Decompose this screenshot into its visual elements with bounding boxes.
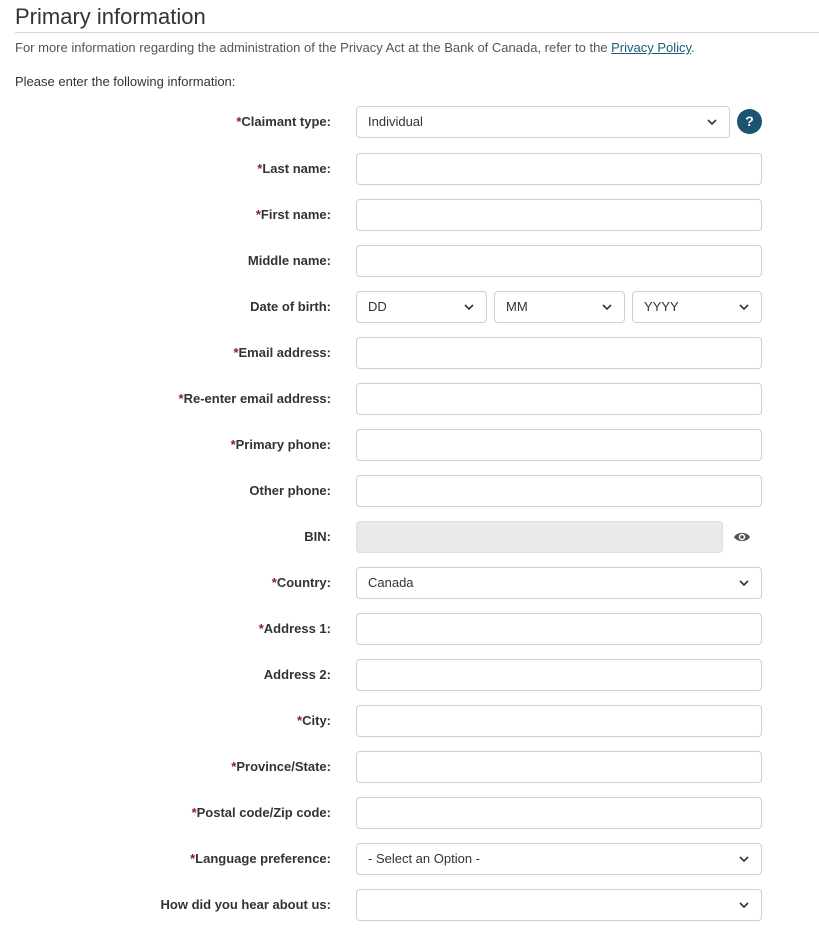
- required-marker: *: [255, 207, 261, 222]
- address1-label: [259, 613, 331, 645]
- intro-text: [15, 40, 695, 56]
- first-name-input[interactable]: [356, 199, 762, 231]
- primary-phone-row: [0, 429, 819, 461]
- middle-name-row: [0, 245, 819, 277]
- required-marker: *: [231, 759, 237, 774]
- province-row: [0, 751, 819, 783]
- page-title: Primary information: [15, 4, 206, 29]
- last-name-label: [257, 153, 331, 185]
- chevron-down-icon: [739, 855, 749, 863]
- language-row: [0, 843, 819, 875]
- email-confirm-label-text: Re-enter email address:: [183, 391, 331, 406]
- country-select[interactable]: [356, 567, 762, 599]
- required-marker: *: [191, 805, 197, 820]
- postal-row: [0, 797, 819, 829]
- first-name-row: [0, 199, 819, 231]
- city-label-text: City:: [302, 713, 331, 728]
- primary-phone-label-text: Primary phone:: [235, 437, 331, 452]
- email-confirm-row: [0, 383, 819, 415]
- first-name-label-text: First name:: [260, 207, 331, 222]
- last-name-input[interactable]: [356, 153, 762, 185]
- other-phone-label: Other phone:: [249, 483, 331, 498]
- other-phone-input[interactable]: [356, 475, 762, 507]
- email-confirm-input[interactable]: [356, 383, 762, 415]
- address2-row: [0, 659, 819, 691]
- chevron-down-icon: [602, 303, 612, 311]
- country-value: Canada: [368, 575, 414, 590]
- claimant-type-label: [236, 106, 331, 138]
- required-marker: *: [257, 161, 263, 176]
- claimant-type-value: Individual: [368, 114, 423, 129]
- required-marker: *: [236, 114, 242, 129]
- email-label-text: Email address:: [238, 345, 331, 360]
- claimant-type-row: [0, 106, 819, 138]
- city-input[interactable]: [356, 705, 762, 737]
- dob-month-select[interactable]: [494, 291, 625, 323]
- province-label: [231, 751, 331, 783]
- eye-icon[interactable]: [733, 530, 751, 544]
- middle-name-label: Middle name:: [247, 253, 331, 268]
- claimant-type-label-text: Claimant type:: [241, 114, 331, 129]
- postal-input[interactable]: [356, 797, 762, 829]
- bin-input[interactable]: [356, 521, 723, 553]
- dob-year-select[interactable]: [632, 291, 762, 323]
- chevron-down-icon: [464, 303, 474, 311]
- primary-phone-input[interactable]: [356, 429, 762, 461]
- dob-day-value: DD: [368, 299, 387, 314]
- email-label: [233, 337, 331, 369]
- required-marker: *: [297, 713, 303, 728]
- email-confirm-label: [179, 383, 331, 415]
- language-select[interactable]: [356, 843, 762, 875]
- address2-input[interactable]: [356, 659, 762, 691]
- claimant-type-select[interactable]: [356, 106, 730, 138]
- country-label-text: Country:: [276, 575, 331, 590]
- address1-row: [0, 613, 819, 645]
- required-marker: *: [178, 391, 184, 406]
- primary-phone-label: [231, 429, 331, 461]
- chevron-down-icon: [739, 579, 749, 587]
- last-name-row: [0, 153, 819, 185]
- language-label: [190, 843, 331, 875]
- postal-label: [192, 797, 331, 829]
- privacy-policy-link[interactable]: Privacy Policy: [611, 40, 692, 55]
- last-name-label-text: Last name:: [262, 161, 331, 176]
- language-label-text: Language preference:: [195, 851, 331, 866]
- dob-year-value: YYYY: [644, 299, 679, 314]
- instructions: Please enter the following information:: [15, 74, 236, 89]
- date-of-birth-label: Date of birth:: [250, 299, 331, 314]
- required-marker: *: [271, 575, 277, 590]
- question-icon[interactable]: ?: [737, 109, 762, 134]
- chevron-down-icon: [707, 118, 717, 126]
- intro-sentence: For more information regarding the administration of the Privacy Act at the Bank of Canada, refer to the: [15, 40, 612, 55]
- email-row: [0, 337, 819, 369]
- address2-label: Address 2:: [263, 667, 331, 682]
- heard-about-row: [0, 889, 819, 921]
- address1-label-text: Address 1:: [263, 621, 331, 636]
- heard-about-label: How did you hear about us:: [160, 897, 331, 912]
- city-label: [297, 705, 331, 737]
- middle-name-input[interactable]: [356, 245, 762, 277]
- language-value: - Select an Option -: [368, 851, 480, 866]
- heading-divider: [15, 32, 819, 33]
- chevron-down-icon: [739, 901, 749, 909]
- bin-label: BIN:: [304, 529, 331, 544]
- province-label-text: Province/State:: [236, 759, 331, 774]
- address1-input[interactable]: [356, 613, 762, 645]
- city-row: [0, 705, 819, 737]
- first-name-label: [256, 199, 331, 231]
- dob-day-select[interactable]: [356, 291, 487, 323]
- required-marker: *: [190, 851, 196, 866]
- postal-label-text: Postal code/Zip code:: [196, 805, 331, 820]
- other-phone-row: [0, 475, 819, 507]
- intro-end: .: [691, 40, 695, 55]
- required-marker: *: [230, 437, 236, 452]
- country-row: [0, 567, 819, 599]
- required-marker: *: [233, 345, 239, 360]
- email-input[interactable]: [356, 337, 762, 369]
- bin-row: [0, 521, 819, 553]
- chevron-down-icon: [739, 303, 749, 311]
- heard-about-select[interactable]: [356, 889, 762, 921]
- country-label: [272, 567, 331, 599]
- province-input[interactable]: [356, 751, 762, 783]
- date-of-birth-row: [0, 291, 819, 323]
- dob-month-value: MM: [506, 299, 528, 314]
- required-marker: *: [258, 621, 264, 636]
